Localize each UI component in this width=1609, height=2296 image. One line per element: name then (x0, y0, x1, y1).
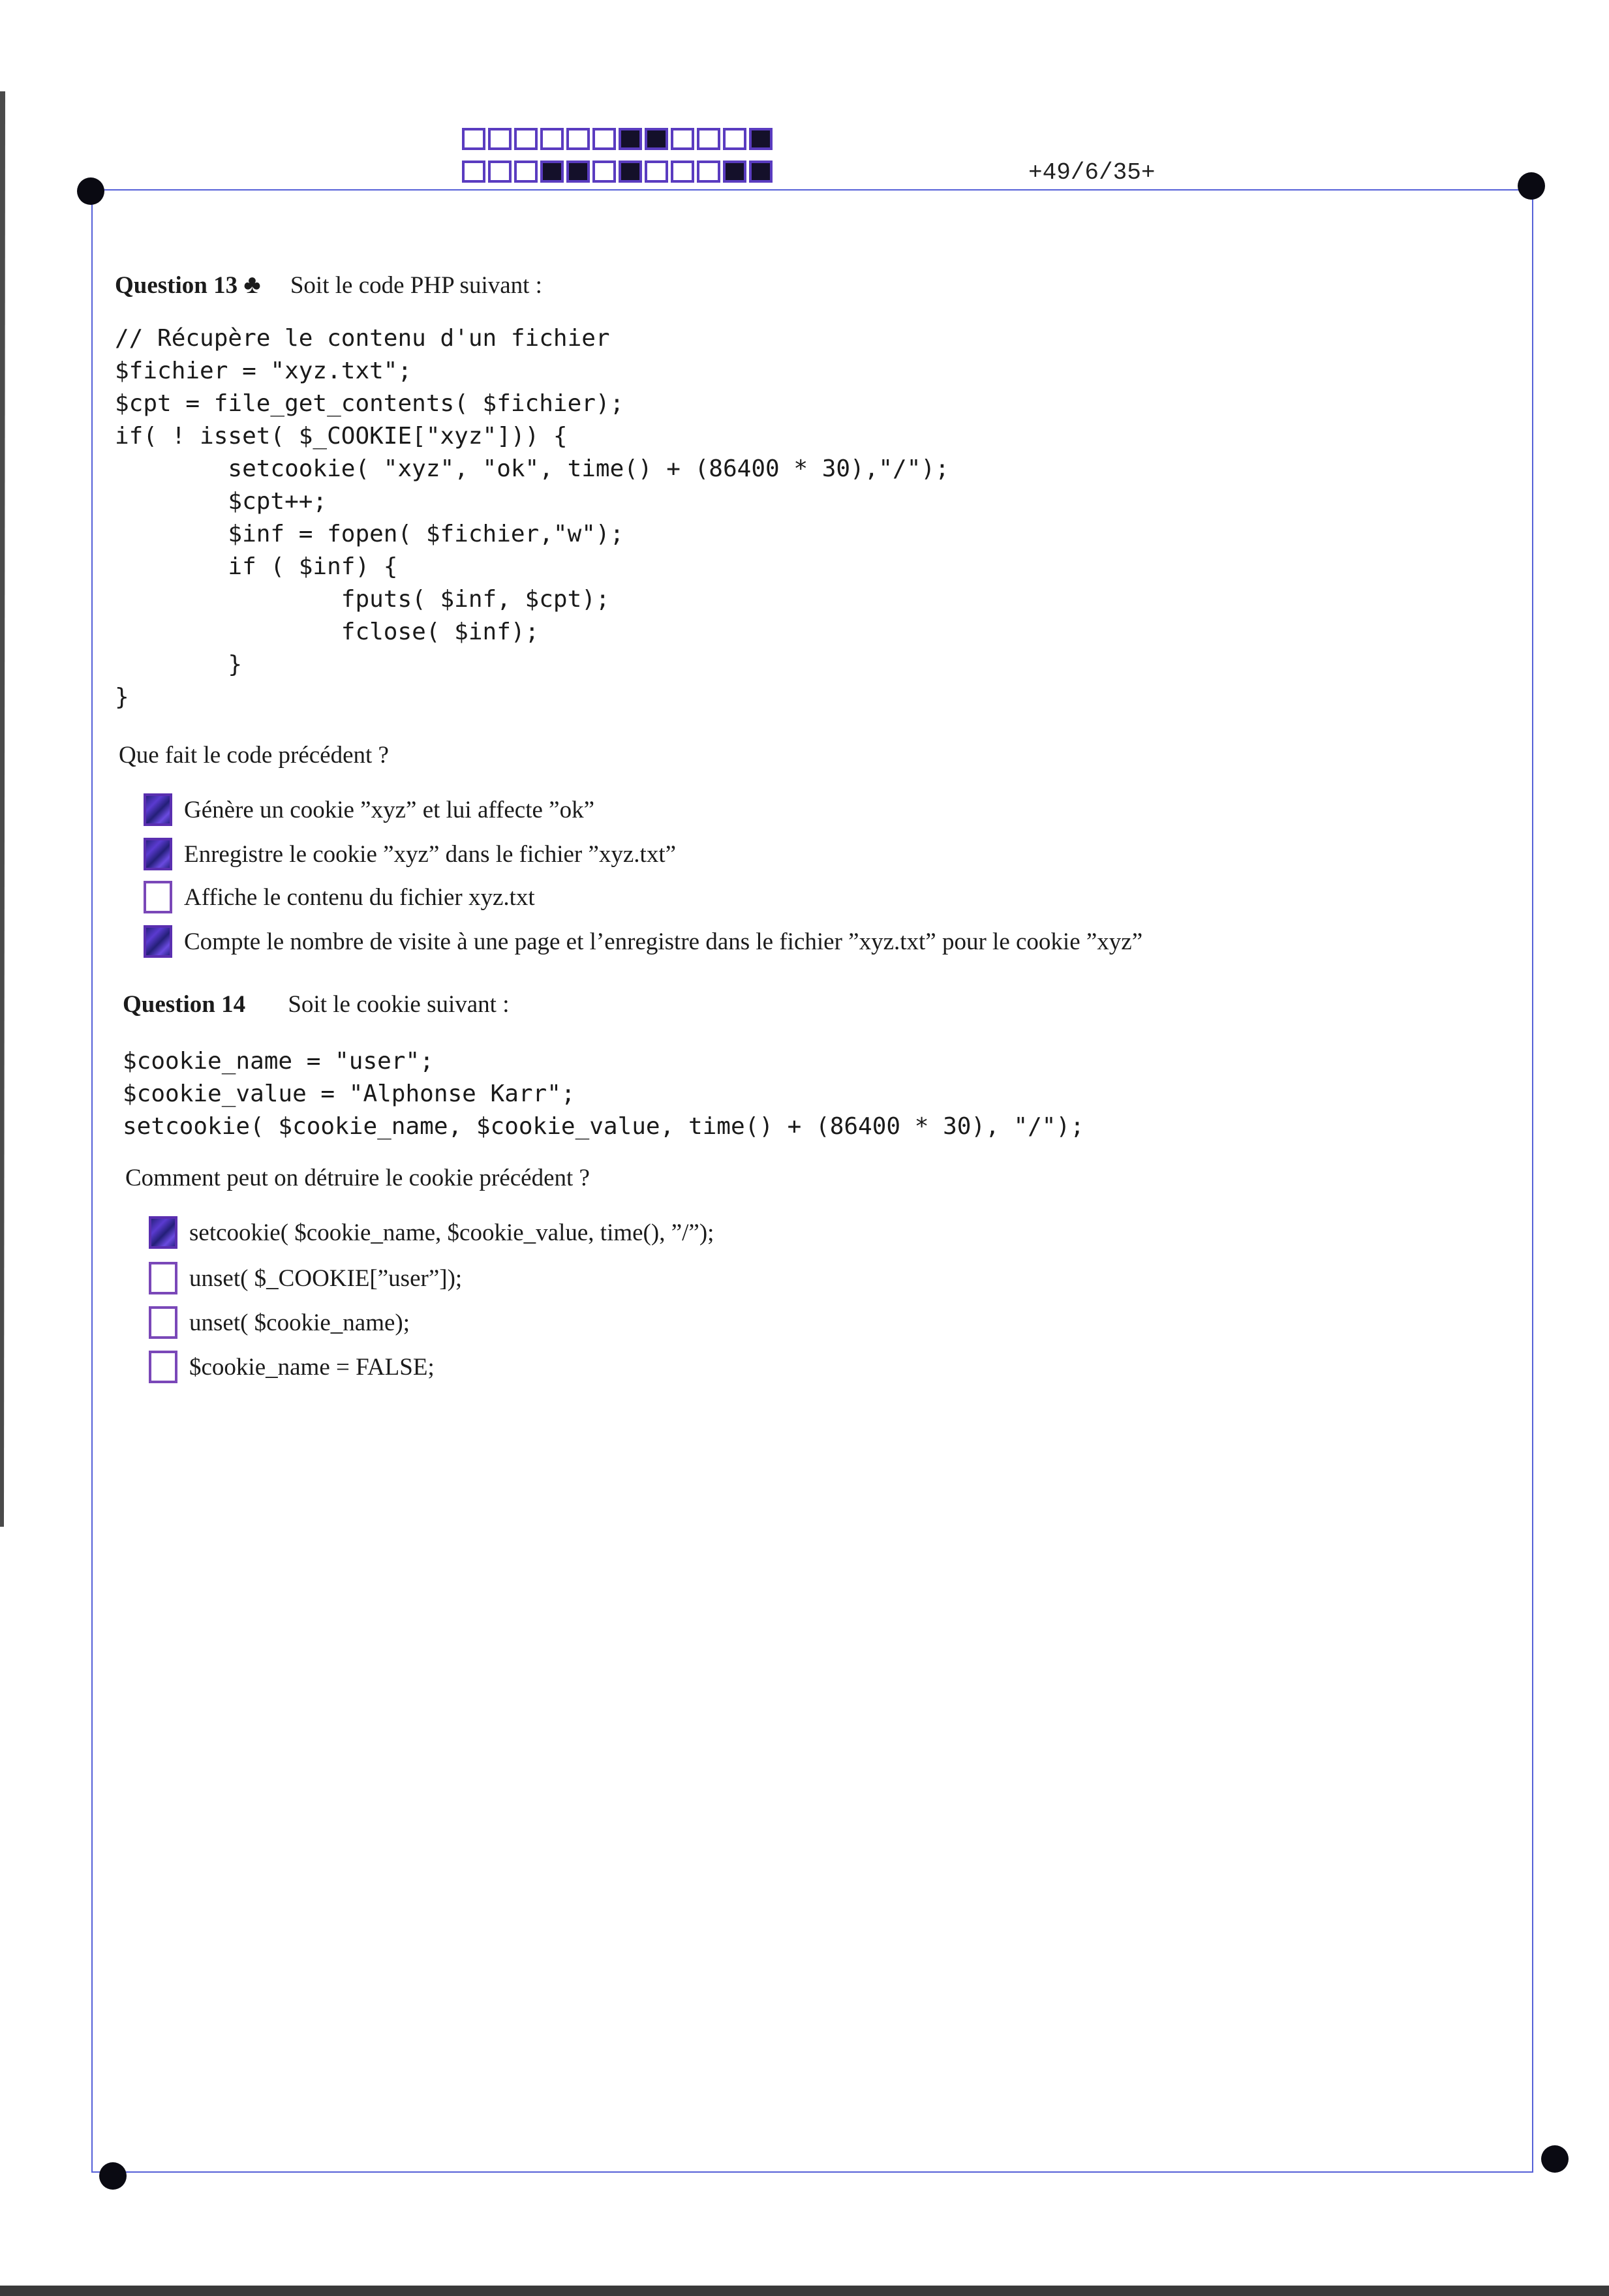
q13-answer-2[interactable] (144, 838, 676, 870)
id-code-row-1 (462, 128, 775, 150)
q13-answer-4-label: Compte le nombre de visite à une page et l’enregistre dans le fichier ”xyz.txt” pour le cookie ”xyz” (184, 928, 1143, 955)
corner-mark-bottom-right (1541, 2145, 1569, 2173)
id-code-cell (566, 161, 590, 183)
q14-answer-2-checkbox[interactable] (149, 1262, 177, 1294)
q13-answer-1-label: Génère un cookie ”xyz” et lui affecte ”ok” (184, 796, 594, 823)
id-code-cell (592, 128, 616, 150)
scan-bottom-edge (0, 2286, 1609, 2296)
id-code-cell (723, 128, 746, 150)
q14-answer-1[interactable] (149, 1216, 714, 1249)
id-code-row-2 (462, 161, 775, 183)
q14-answer-1-checkbox[interactable] (149, 1216, 177, 1249)
id-code-cell (645, 128, 668, 150)
q13-answer-2-label: Enregistre le cookie ”xyz” dans le fichier ”xyz.txt” (184, 840, 677, 868)
corner-mark-top-left (77, 177, 104, 205)
question-13-header (115, 269, 542, 299)
club-icon: ♣ (243, 269, 261, 299)
q13-answer-3-label: Affiche le contenu du fichier xyz.txt (184, 883, 535, 911)
question-14-label: Question 14 (123, 991, 246, 1018)
q14-answer-2-label: unset( $_COOKIE[”user”]); (189, 1264, 463, 1292)
page-identifier: +49/6/35+ (1028, 159, 1156, 186)
id-code-cell (723, 161, 746, 183)
id-code-cell (566, 128, 590, 150)
id-code-cell (488, 128, 512, 150)
q13-answer-4-checkbox[interactable] (144, 925, 172, 958)
scan-edge-shadow (0, 91, 5, 1527)
q14-answer-3-checkbox[interactable] (149, 1306, 177, 1339)
question-14-header (123, 990, 509, 1018)
question-13-prompt: Que fait le code précédent ? (119, 742, 389, 769)
q14-answer-2[interactable] (149, 1262, 462, 1294)
id-code-cell (749, 128, 773, 150)
id-code-cell (462, 161, 485, 183)
question-13-code: // Récupère le contenu d'un fichier $fichier = "xyz.txt"; $cpt = file_get_contents( $fichier); if( ! isset( $_COOKIE["xyz"])) { setcookie( "xyz", "ok", time() + (86400 * 30),"/"); $cpt++; $inf = fopen( $fichier,"w"); if ( $inf) { fputs( $inf, $cpt); fclose( $inf); } } (115, 325, 949, 711)
q13-answer-4[interactable] (144, 925, 1142, 958)
q14-answer-4-checkbox[interactable] (149, 1351, 177, 1383)
question-13-title: Soit le code PHP suivant : (290, 272, 542, 299)
q13-answer-1-checkbox[interactable] (144, 793, 172, 826)
corner-mark-bottom-left (99, 2162, 127, 2190)
q14-answer-3-label: unset( $cookie_name); (189, 1309, 410, 1336)
question-13-label: Question 13 (115, 272, 238, 299)
q13-answer-2-checkbox[interactable] (144, 838, 172, 870)
id-code-cell (619, 161, 642, 183)
question-14-code: $cookie_name = "user"; $cookie_value = "Alphonse Karr"; setcookie( $cookie_name, $cookie_value, time() + (86400 * 30), "/"); (123, 1048, 1084, 1140)
id-code-cell (488, 161, 512, 183)
id-code-cell (749, 161, 773, 183)
q13-answer-3[interactable] (144, 881, 535, 913)
id-code-cell (462, 128, 485, 150)
id-code-cell (671, 161, 694, 183)
id-code-cell (697, 128, 720, 150)
question-14-title: Soit le cookie suivant : (288, 991, 510, 1018)
id-code-cell (619, 128, 642, 150)
id-code-cell (645, 161, 668, 183)
id-code-cell (514, 161, 538, 183)
q14-answer-4[interactable] (149, 1351, 435, 1383)
id-code-cell (514, 128, 538, 150)
id-code-cell (540, 128, 564, 150)
id-code-cell (592, 161, 616, 183)
question-14-prompt: Comment peut on détruire le cookie précédent ? (125, 1165, 590, 1191)
q14-answer-3[interactable] (149, 1306, 410, 1339)
id-code-cell (671, 128, 694, 150)
q13-answer-3-checkbox[interactable] (144, 881, 172, 913)
id-code-cell (540, 161, 564, 183)
q14-answer-4-label: $cookie_name = FALSE; (189, 1353, 435, 1381)
q14-answer-1-label: setcookie( $cookie_name, $cookie_value, time(), ”/”); (189, 1219, 714, 1246)
id-code-cell (697, 161, 720, 183)
q13-answer-1[interactable] (144, 793, 594, 826)
corner-mark-top-right (1518, 172, 1545, 200)
